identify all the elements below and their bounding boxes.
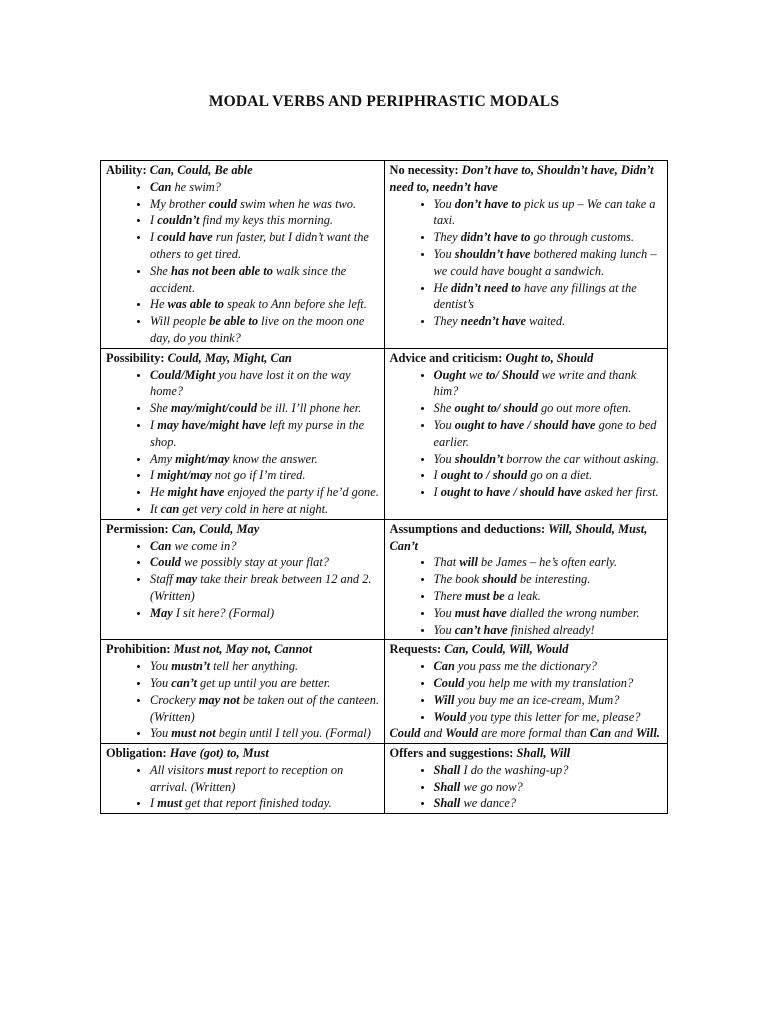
- category-label: No necessity:: [389, 163, 459, 177]
- category-modals: Can, Could, Be able: [149, 163, 253, 177]
- modal-phrase: Shall: [433, 762, 461, 777]
- example-text: be ill. I’ll phone her.: [257, 401, 362, 416]
- category-heading: [390, 641, 664, 658]
- list-item: [150, 451, 380, 468]
- modal-phrase: might/may: [175, 451, 230, 466]
- list-item: [434, 313, 664, 330]
- example-text: and: [420, 726, 446, 741]
- example-text: She: [433, 401, 455, 416]
- table-row: [101, 348, 668, 519]
- list-item: [434, 571, 664, 588]
- list-item: [150, 571, 380, 605]
- modal-phrase: must: [207, 762, 232, 777]
- example-list: [390, 658, 664, 725]
- example-text: There: [433, 588, 466, 603]
- list-item: [434, 605, 664, 622]
- category-label: Requests:: [389, 642, 442, 657]
- modal-phrase: didn’t have to: [460, 230, 531, 245]
- list-item: [434, 554, 664, 571]
- example-text: go out more often.: [537, 401, 632, 416]
- table-cell-left: [101, 519, 385, 640]
- modal-phrase: may have/might have: [157, 417, 266, 432]
- example-text: You: [150, 659, 172, 674]
- example-text: I: [150, 468, 158, 483]
- table-row: [101, 744, 668, 814]
- example-text: be interesting.: [516, 572, 591, 587]
- list-item: [150, 196, 380, 213]
- example-text: we possibly stay at your flat?: [181, 555, 329, 570]
- example-text: I: [150, 417, 158, 432]
- example-text: you type this letter for me, please?: [466, 709, 641, 724]
- modal-phrase: was able to: [167, 297, 224, 312]
- example-text: go on a diet.: [527, 468, 593, 483]
- modal-phrase: has not been able to: [171, 263, 273, 278]
- category-modals: Shall, Will: [516, 746, 571, 761]
- example-text: you help me with my translation?: [464, 675, 634, 690]
- example-text: He: [150, 485, 168, 500]
- list-item: [434, 451, 664, 468]
- modal-phrase: needn’t have: [460, 314, 526, 329]
- modal-phrase: ought to have / should have: [454, 417, 596, 432]
- example-text: take their break between 12 and 2. (Written): [150, 572, 372, 603]
- modal-phrase: should: [482, 572, 517, 587]
- table-cell-left: [101, 348, 385, 519]
- example-text: That: [433, 555, 460, 570]
- example-list: [106, 658, 380, 742]
- category-heading: [106, 745, 380, 762]
- example-text: He: [150, 297, 168, 312]
- example-text: get that report finished today.: [182, 796, 332, 811]
- list-item: [434, 588, 664, 605]
- example-text: I: [433, 468, 441, 483]
- list-item: [434, 795, 664, 812]
- list-item: [150, 417, 380, 451]
- category-label: Ability:: [106, 163, 147, 177]
- example-text: You: [433, 417, 455, 432]
- example-list: [106, 179, 380, 347]
- modal-phrase: Can: [589, 726, 612, 741]
- example-text: and: [611, 726, 636, 741]
- example-text: live on the moon one day, do you think?: [150, 314, 365, 345]
- modal-phrase: Would: [445, 726, 479, 741]
- list-item: [150, 467, 380, 484]
- modal-phrase: don’t have to: [454, 196, 522, 211]
- modal-phrase: Could: [389, 726, 421, 741]
- example-text: borrow the car without asking.: [503, 451, 659, 466]
- example-text: All visitors: [150, 762, 208, 777]
- example-list: [390, 762, 664, 812]
- modal-phrase: Can: [150, 538, 172, 553]
- example-text: I: [150, 230, 158, 245]
- list-item: [150, 296, 380, 313]
- modal-phrase: might/may: [157, 468, 212, 483]
- modal-phrase: didn’t need to: [451, 280, 521, 295]
- example-text: we dance?: [460, 796, 517, 811]
- list-item: [150, 762, 380, 796]
- table-cell-right: [384, 348, 668, 519]
- list-item: [434, 367, 664, 401]
- list-item: [150, 605, 380, 622]
- example-text: run faster, but I didn’t want the others to get tired.: [150, 230, 369, 261]
- list-item: [150, 501, 380, 518]
- category-modals: Have (got) to, Must: [169, 746, 269, 761]
- category-heading: [390, 162, 664, 196]
- category-heading: [106, 162, 380, 179]
- example-text: I: [433, 485, 441, 500]
- category-heading: [106, 641, 380, 658]
- example-text: They: [433, 314, 461, 329]
- category-label: Advice and criticism:: [389, 350, 503, 365]
- example-text: left my purse in the shop.: [150, 417, 365, 449]
- example-list: [106, 367, 380, 518]
- modal-phrase: may not: [198, 692, 240, 707]
- modal-phrase: could: [208, 196, 237, 211]
- example-text: You: [433, 246, 455, 261]
- example-text: tell her anything.: [210, 659, 299, 674]
- category-modals: Don’t have to, Shouldn’t have, Didn’t need to, needn’t have: [389, 163, 654, 194]
- list-item: [434, 709, 664, 726]
- modal-phrase: Ought: [433, 367, 466, 382]
- table-cell-right: [384, 161, 668, 349]
- example-text: pick us up – We can take a taxi.: [433, 196, 656, 228]
- example-list: [390, 196, 664, 330]
- category-modals: Can, Could, May: [171, 521, 260, 536]
- list-item: [150, 212, 380, 229]
- example-text: a leak.: [504, 588, 541, 603]
- list-item: [434, 246, 664, 280]
- list-item: [434, 692, 664, 709]
- modal-phrase: mustn’t: [171, 659, 211, 674]
- modal-phrase: can: [160, 501, 180, 516]
- example-list: [106, 538, 380, 622]
- list-item: [150, 692, 380, 726]
- example-text: we: [465, 367, 486, 382]
- example-text: get up until you are better.: [196, 675, 331, 690]
- example-text: You: [433, 451, 455, 466]
- category-modals: Will, Should, Must, Can’t: [389, 521, 648, 553]
- modal-verbs-table: [100, 160, 668, 814]
- list-item: [150, 484, 380, 501]
- example-text: You: [150, 675, 172, 690]
- example-text: asked her first.: [581, 485, 659, 500]
- modal-phrase: Shall: [433, 796, 461, 811]
- list-item: [434, 779, 664, 796]
- example-text: be taken out of the canteen. (Written): [150, 692, 380, 724]
- usage-note: [390, 725, 664, 742]
- modal-phrase: shouldn’t have: [454, 246, 531, 261]
- modal-phrase: will: [459, 555, 478, 570]
- example-text: you pass me the dictionary?: [454, 659, 597, 674]
- modal-phrase: might have: [167, 485, 225, 500]
- example-text: begin until I tell you. (Formal): [215, 726, 371, 741]
- example-text: Crockery: [150, 692, 199, 707]
- example-text: I do the washing-up?: [460, 762, 569, 777]
- modal-phrase: Could/Might: [150, 367, 216, 382]
- category-modals: Can, Could, Will, Would: [444, 642, 569, 657]
- modal-phrase: may: [175, 572, 198, 587]
- category-heading: [106, 521, 380, 538]
- modal-phrase: to/ Should: [485, 367, 539, 382]
- example-text: swim when he was two.: [236, 196, 357, 211]
- list-item: [434, 467, 664, 484]
- example-text: report to reception on arrival. (Written): [150, 762, 344, 794]
- example-text: go through customs.: [530, 230, 634, 245]
- modal-phrase: Will: [433, 692, 455, 707]
- page-title: MODAL VERBS AND PERIPHRASTIC MODALS: [208, 93, 560, 110]
- example-text: have any fillings at the dentist’s: [433, 280, 637, 312]
- example-text: I: [150, 213, 158, 228]
- table-cell-left: [101, 640, 385, 744]
- example-text: we write and thank him?: [433, 367, 637, 399]
- example-text: waited.: [525, 314, 566, 329]
- modal-phrase: Could: [150, 555, 181, 570]
- example-text: Will people: [150, 314, 210, 329]
- list-item: [434, 658, 664, 675]
- list-item: [150, 263, 380, 297]
- example-text: Amy: [150, 451, 176, 466]
- table-cell-right: [384, 519, 668, 640]
- example-text: Staff: [150, 572, 176, 587]
- example-text: we come in?: [171, 538, 237, 553]
- modal-phrase: ought to / should: [440, 468, 528, 483]
- list-item: [150, 313, 380, 347]
- example-text: They: [433, 230, 461, 245]
- example-text: finished already!: [507, 622, 595, 637]
- modal-phrase: Can: [433, 659, 455, 674]
- example-text: walk since the accident.: [150, 263, 347, 295]
- example-text: he swim?: [171, 179, 221, 194]
- list-item: [434, 762, 664, 779]
- list-item: [434, 280, 664, 314]
- table-row: [101, 519, 668, 640]
- category-label: Permission:: [106, 521, 169, 536]
- list-item: [150, 795, 380, 812]
- list-item: [150, 400, 380, 417]
- example-list: [106, 762, 380, 812]
- modal-phrase: shouldn’t: [454, 451, 504, 466]
- example-list: [390, 367, 664, 501]
- list-item: [434, 622, 664, 639]
- list-item: [434, 229, 664, 246]
- table-cell-left: [101, 161, 385, 349]
- list-item: [150, 538, 380, 555]
- modal-phrase: couldn’t: [157, 213, 200, 228]
- example-text: find my keys this morning.: [199, 213, 333, 228]
- category-modals: Could, May, Might, Can: [167, 350, 292, 365]
- list-item: [434, 417, 664, 451]
- example-list: [390, 554, 664, 638]
- example-text: you buy me an ice-cream, Mum?: [454, 692, 620, 707]
- list-item: [434, 675, 664, 692]
- example-text: bothered making lunch – we could have bought a sandwich.: [433, 246, 657, 278]
- example-text: you have lost it on the way home?: [150, 367, 351, 399]
- modal-phrase: must: [157, 796, 183, 811]
- example-text: we go now?: [460, 779, 523, 794]
- example-text: It: [150, 501, 161, 516]
- modal-phrase: must not: [171, 726, 216, 741]
- list-item: [150, 229, 380, 263]
- table-row: [101, 640, 668, 744]
- table-cell-right: [384, 640, 668, 744]
- example-text: She: [150, 401, 171, 416]
- list-item: [150, 675, 380, 692]
- table-row: [101, 161, 668, 349]
- modal-phrase: May: [150, 605, 173, 620]
- example-text: speak to Ann before she left.: [224, 297, 367, 312]
- example-text: My brother: [150, 196, 209, 211]
- example-text: be James – he’s often early.: [477, 555, 618, 570]
- example-text: You: [433, 196, 455, 211]
- modal-phrase: can’t: [171, 675, 197, 690]
- modal-phrase: can’t have: [454, 622, 508, 637]
- example-text: You: [150, 726, 172, 741]
- modal-phrase: Can: [150, 179, 172, 194]
- example-text: You: [433, 622, 455, 637]
- modal-phrase: ought to/ should: [454, 401, 538, 416]
- example-text: are more formal than: [478, 726, 590, 741]
- example-text: know the answer.: [229, 451, 318, 466]
- example-text: get very cold in here at night.: [179, 501, 329, 516]
- list-item: [150, 658, 380, 675]
- table-cell-right: [384, 744, 668, 814]
- category-label: Offers and suggestions:: [389, 746, 514, 761]
- category-label: Assumptions and deductions:: [389, 521, 546, 536]
- example-text: The book: [433, 572, 483, 587]
- modal-phrase: be able to: [209, 314, 259, 329]
- modal-phrase: may/might/could: [171, 401, 258, 416]
- list-item: [150, 179, 380, 196]
- category-heading: [390, 745, 664, 762]
- list-item: [150, 554, 380, 571]
- modal-phrase: Could: [433, 675, 465, 690]
- example-text: She: [150, 263, 171, 278]
- example-text: enjoyed the party if he’d gone.: [224, 485, 379, 500]
- category-heading: [390, 350, 664, 367]
- list-item: [150, 367, 380, 401]
- category-label: Possibility:: [106, 350, 165, 365]
- modal-phrase: must have: [454, 605, 507, 620]
- category-heading: [390, 521, 664, 555]
- example-text: gone to bed earlier.: [433, 417, 657, 449]
- list-item: [150, 725, 380, 742]
- modal-phrase: Will.: [635, 726, 660, 741]
- modal-phrase: ought to have / should have: [440, 485, 582, 500]
- example-text: not go if I’m tired.: [211, 468, 306, 483]
- list-item: [434, 400, 664, 417]
- example-text: He: [433, 280, 452, 295]
- example-text: dialled the wrong number.: [506, 605, 640, 620]
- category-heading: [106, 350, 380, 367]
- list-item: [434, 196, 664, 230]
- example-text: I sit here? (Formal): [172, 605, 275, 620]
- category-modals: Must not, May not, Cannot: [173, 642, 313, 657]
- modal-phrase: could have: [157, 230, 213, 245]
- table-cell-left: [101, 744, 385, 814]
- modal-phrase: Would: [433, 709, 467, 724]
- modal-phrase: must be: [465, 588, 505, 603]
- modal-phrase: Shall: [433, 779, 461, 794]
- category-modals: Ought to, Should: [505, 350, 594, 365]
- example-text: I: [150, 796, 158, 811]
- list-item: [434, 484, 664, 501]
- category-label: Obligation:: [106, 746, 167, 761]
- category-label: Prohibition:: [106, 642, 171, 657]
- example-text: You: [433, 605, 455, 620]
